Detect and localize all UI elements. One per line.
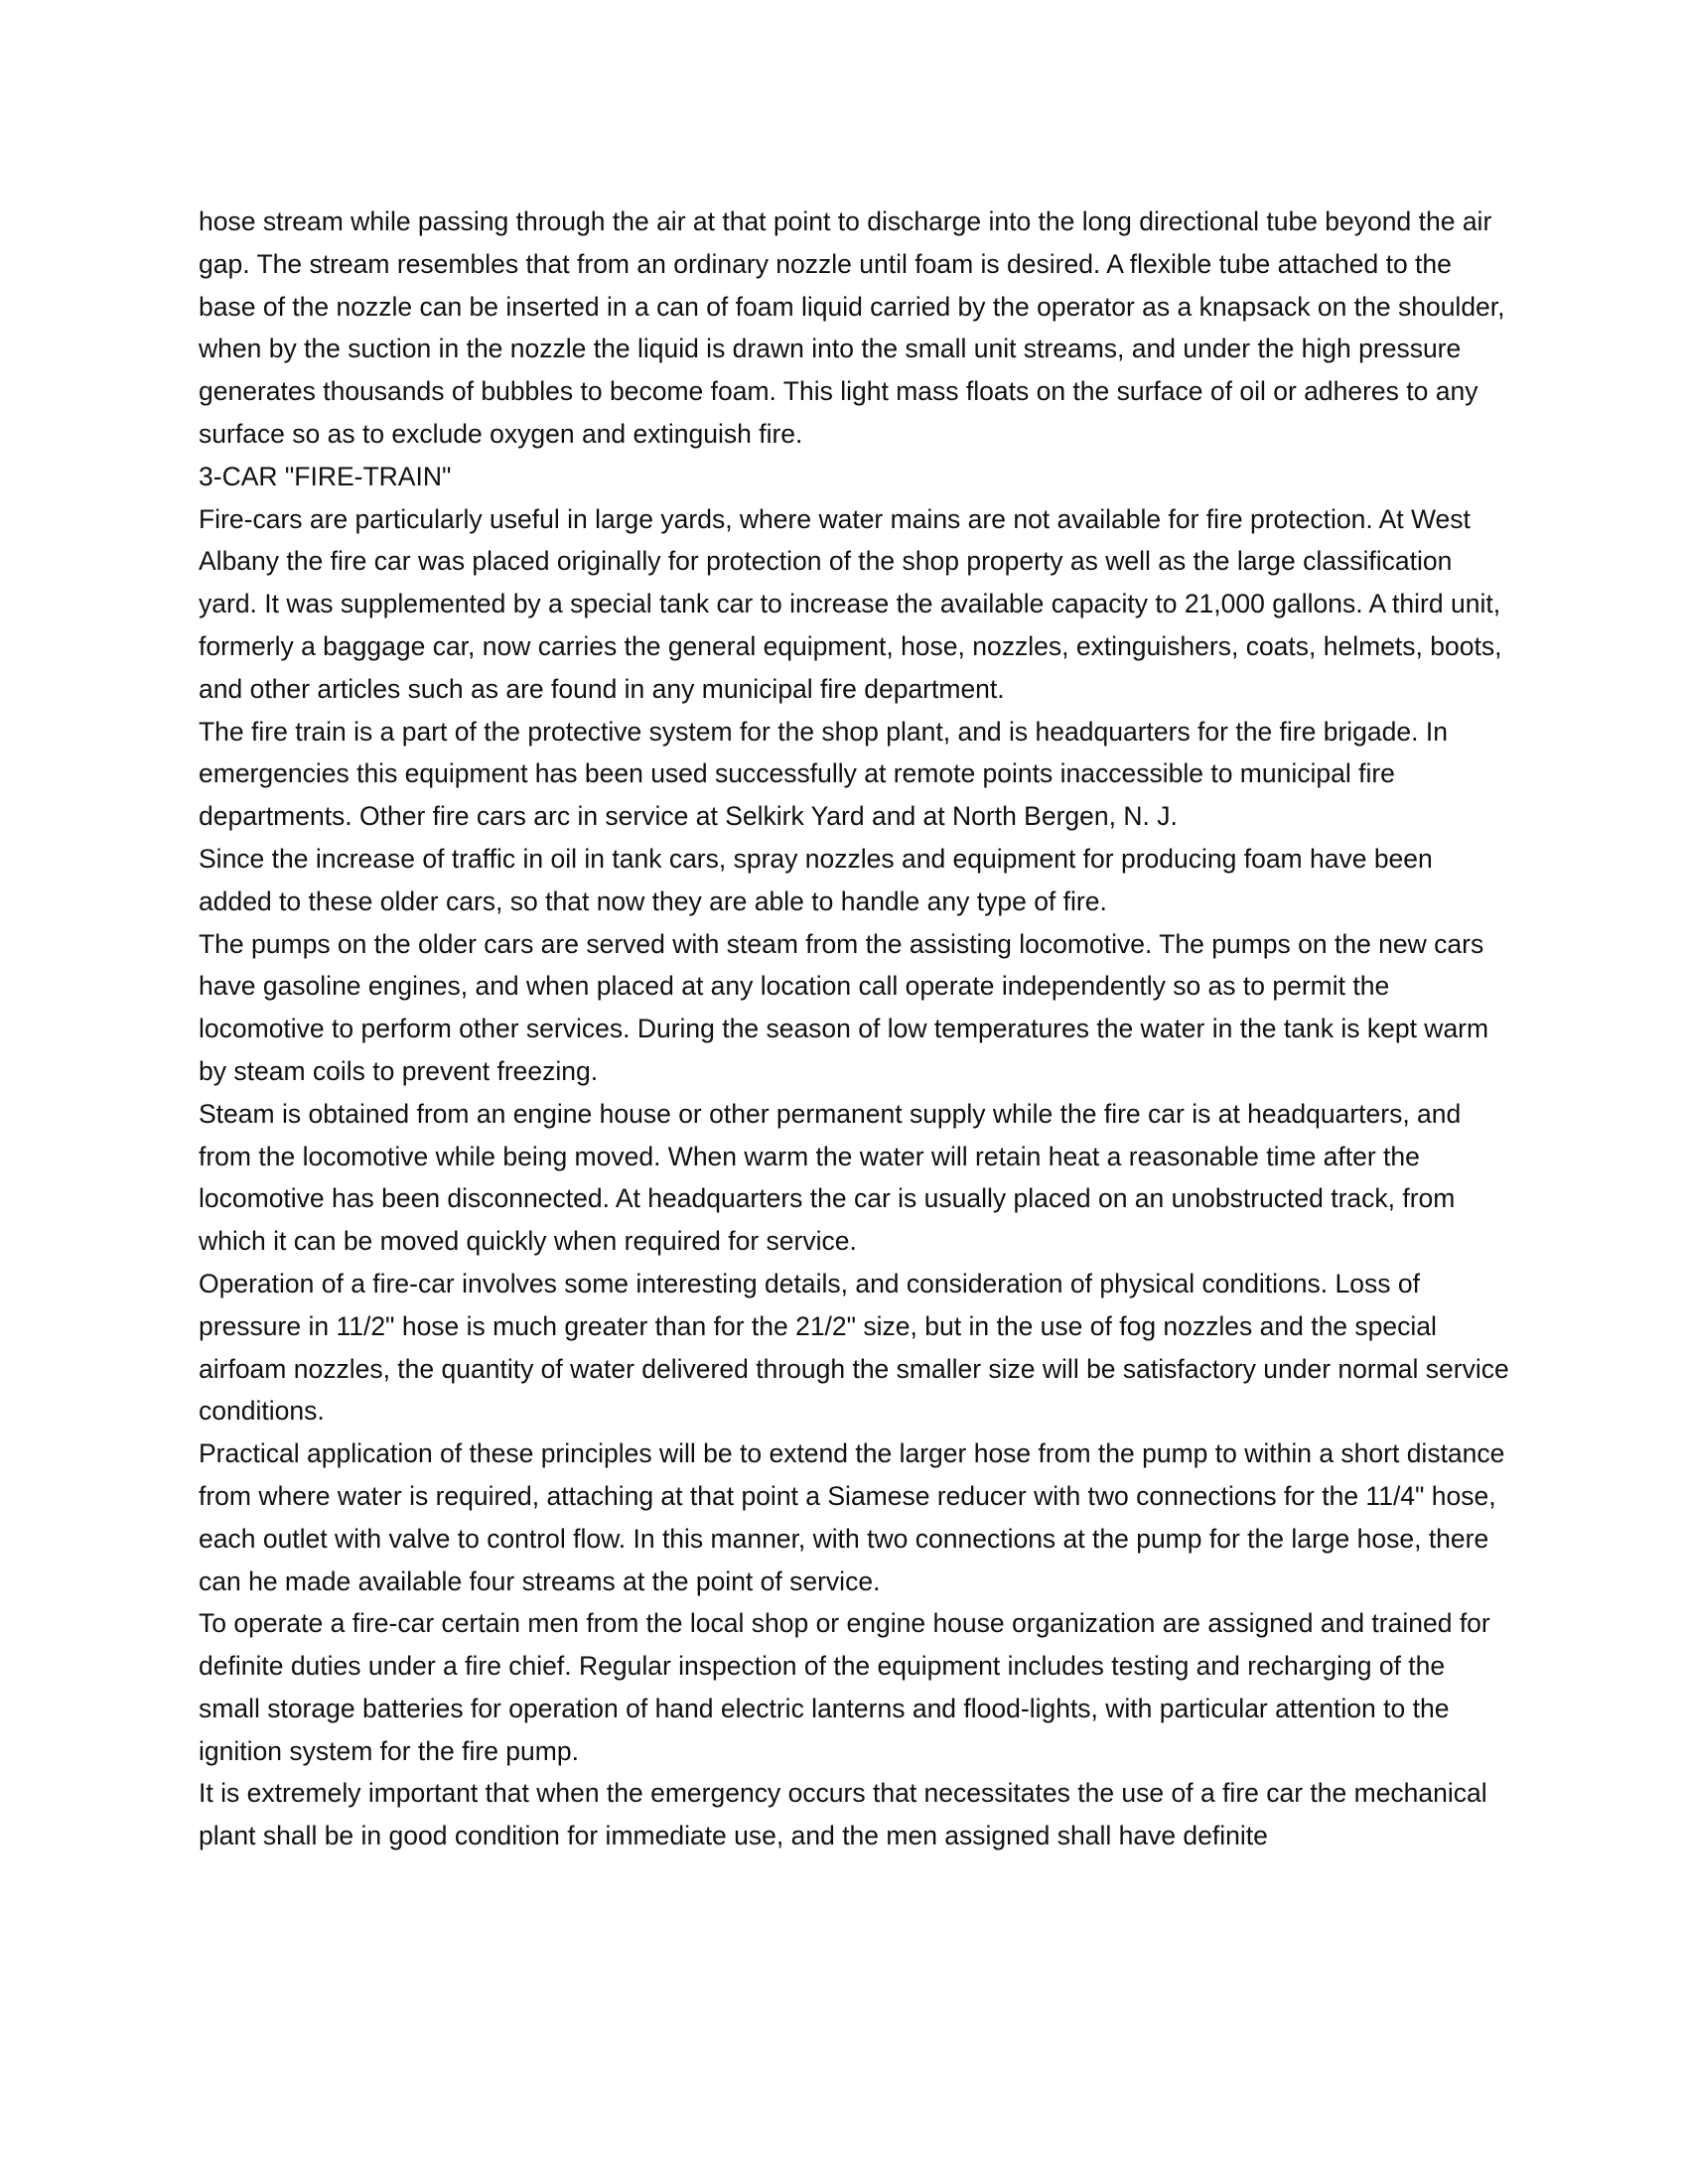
paragraph-fire-cars: Fire-cars are particularly useful in large yards, where water mains are not available for fire protection. At West Albany the fire car was placed originally for protection of the shop property as well as the large classification yard. It was supplemented by a special tank car to increase the available capacity to 21,000 gallons. A third unit, formerly a baggage car, now carries the general equipment, hose, nozzles, extinguishers, coats, helmets, boots, and other articles such as are found in any municipal fire department. — [199, 503, 1502, 704]
paragraph-operating-crew: To operate a fire-car certain men from the local shop or engine house organization are assigned and trained for definite duties under a fire chief. Regular inspection of the equipment includes testing and recharging of the small storage batteries for operation of hand electric lanterns and flood-lights, with particular attention to the ignition system for the fire pump. — [199, 1608, 1490, 1766]
paragraph-operation: Operation of a fire-car involves some interesting details, and consideration of physical conditions. Loss of pressure in 11/2" hose is much greater than for the 21/2" size, but in the use of fog nozzles and the special airfoam nozzles, the quantity of water delivered through the smaller size will be satisfactory under normal service conditions. — [199, 1268, 1509, 1427]
paragraph-oil-traffic: Since the increase of traffic in oil in tank cars, spray nozzles and equipment for producing foam have been added to these older cars, so that now they are able to handle any type of fire. — [199, 843, 1433, 916]
document-body — [199, 201, 1509, 1857]
paragraph-foam-nozzle: hose stream while passing through the air at that point to discharge into the long directional tube beyond the air gap. The stream resembles that from an ordinary nozzle until foam is desired. A flexible tube attached to the base of the nozzle can be inserted in a can of foam liquid carried by the operator as a knapsack on the shoulder, when by the suction in the nozzle the liquid is drawn into the small unit streams, and under the high pressure generates thousands of bubbles to become foam. This light mass floats on the surface of oil or adheres to any surface so as to exclude oxygen and extinguish fire. — [199, 206, 1505, 449]
paragraph-pumps: The pumps on the older cars are served with steam from the assisting locomotive. The pumps on the new cars have gasoline engines, and when placed at any location call operate independently so as to permit the locomotive to perform other services. During the season of low temperatures the water in the tank is kept warm by steam coils to prevent freezing. — [199, 928, 1489, 1086]
section-heading-fire-train: 3-CAR "FIRE-TRAIN" — [199, 461, 452, 491]
paragraph-steam: Steam is obtained from an engine house or other permanent supply while the fire car is at headquarters, and from the locomotive while being moved. When warm the water will retain heat a reasonable time after the locomotive has been disconnected. At headquarters the car is usually placed on an unobstructed track, from which it can be moved quickly when required for service. — [199, 1098, 1462, 1257]
paragraph-fire-train: The fire train is a part of the protective system for the shop plant, and is headquarters for the fire brigade. In emergencies this equipment has been used successfully at remote points inaccessible to municipal fire departments. Other fire cars arc in service at Selkirk Yard and at North Bergen, N. J. — [199, 716, 1448, 832]
paragraph-practical-application: Practical application of these principles will be to extend the larger hose from the pump to within a short distance from where water is required, attaching at that point a Siamese reducer with two connections for the 11/4" hose, each outlet with valve to control flow. In this manner, with two connections at the pump for the large hose, there can he made available four streams at the point of service. — [199, 1438, 1505, 1596]
paragraph-emergency: It is extremely important that when the emergency occurs that necessitates the use of a fire car the mechanical plant shall be in good condition for immediate use, and the men assigned shall have definite — [199, 1778, 1487, 1851]
